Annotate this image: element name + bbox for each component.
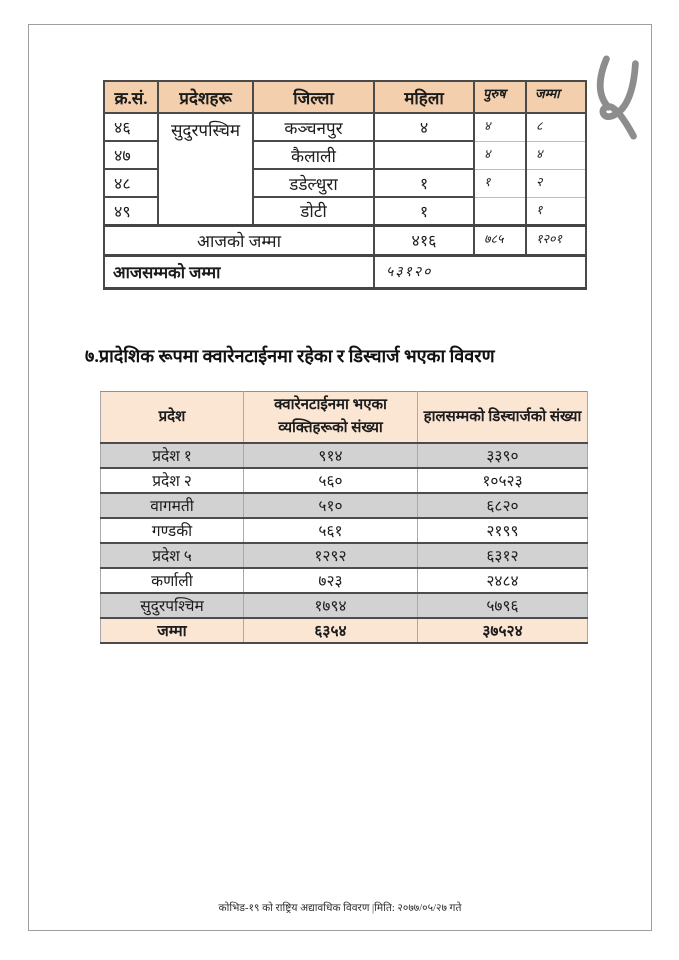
cell-province: गण्डकी [101,518,244,543]
cell-male: १ [474,169,526,197]
handwritten-page-number-icon [590,50,648,146]
cell-discharged: ५७९६ [418,593,588,618]
cell-district: डडेल्धुरा [253,169,374,197]
cell-male: ४ [474,141,526,169]
quarantine-discharge-table [100,391,588,644]
table-row [101,468,588,493]
cell-male: ४ [474,113,526,141]
cell-total: ८ [526,113,586,141]
section-heading: ७.प्रादेशिक रूपमा क्वारेनटाईनमा रहेका र डिस्चार्ज भएका विवरण [85,346,495,366]
cell-serial: ४७ [104,141,158,169]
table-row [101,518,588,543]
col-header-quarantine: क्वारेनटाईनमा भएका व्यक्तिहरूको संख्या [244,392,418,443]
cell-discharged: २४८४ [418,568,588,593]
cell-province: कर्णाली [101,568,244,593]
table-header-row [101,392,588,443]
cumulative-total-value: ५३१२० [374,255,586,288]
cell-female: १ [374,197,474,225]
cell-district: डोटी [253,197,374,225]
cell-quarantine: १७९४ [244,593,418,618]
cell-female: ४ [374,113,474,141]
cell-discharged: ३३९० [418,443,588,468]
cell-discharged: ६८२० [418,493,588,518]
footer-note: कोभिड-१९ को राष्ट्रिय अद्यावधिक विवरण |मिति: २०७७/०५/२७ गते [218,903,462,914]
cell-discharged: १०५२३ [418,468,588,493]
cell-female: १ [374,169,474,197]
cell-male [474,197,526,225]
cell-quarantine: ९१४ [244,443,418,468]
today-total-label: आजको जम्मा [104,225,374,255]
cell-serial: ४८ [104,169,158,197]
cell-district: कैलाली [253,141,374,169]
cell-province: प्रदेश १ [101,443,244,468]
cumulative-total-label: आजसम्मको जम्मा [104,255,374,288]
cell-quarantine: ५६० [244,468,418,493]
col-header-serial: क्र.सं. [104,81,158,113]
table-row [104,113,586,141]
cell-quarantine: १२९२ [244,543,418,568]
col-header-district: जिल्ला [253,81,374,113]
cell-province: वागमती [101,493,244,518]
table-row [101,568,588,593]
cell-province: सुदुरपश्चिम [101,593,244,618]
cell-total: १२०१ [526,225,586,255]
cell-discharged: ६३१२ [418,543,588,568]
today-total-row [104,225,586,255]
cell-total: ४ [526,141,586,169]
total-quarantine-cell: ६३५४ [244,618,418,643]
cell-female: ४१६ [374,225,474,255]
cell-serial: ४६ [104,113,158,141]
cell-male: ७८५ [474,225,526,255]
total-label: जम्मा [101,618,244,643]
cell-province: प्रदेश ५ [101,543,244,568]
col-header-province: प्रदेश [101,392,244,443]
col-header-male: पुरुष [474,81,526,113]
cell-province: प्रदेश २ [101,468,244,493]
table-row [101,593,588,618]
cell-serial: ४९ [104,197,158,225]
total-discharged-cell: ३७५२४ [418,618,588,643]
col-header-total: जम्मा [526,81,586,113]
cell-female [374,141,474,169]
table-row [101,493,588,518]
col-header-female: महिला [374,81,474,113]
table-header-row [104,81,586,113]
cell-district: कञ्चनपुर [253,113,374,141]
cell-quarantine: ७२३ [244,568,418,593]
cell-quarantine: ५१० [244,493,418,518]
table-row [101,543,588,568]
col-header-discharged: हालसम्मको डिस्चार्जको संख्या [418,392,588,443]
district-counts-table [103,80,587,290]
cell-quarantine: ५६१ [244,518,418,543]
total-row [101,618,588,643]
cell-total: २ [526,169,586,197]
table-row [101,443,588,468]
cumulative-total-row [104,255,586,288]
col-header-provinces: प्रदेशहरू [158,81,253,113]
cell-province: सुदुरपस्चिम [158,113,253,225]
cell-discharged: २१९९ [418,518,588,543]
cell-total: १ [526,197,586,225]
